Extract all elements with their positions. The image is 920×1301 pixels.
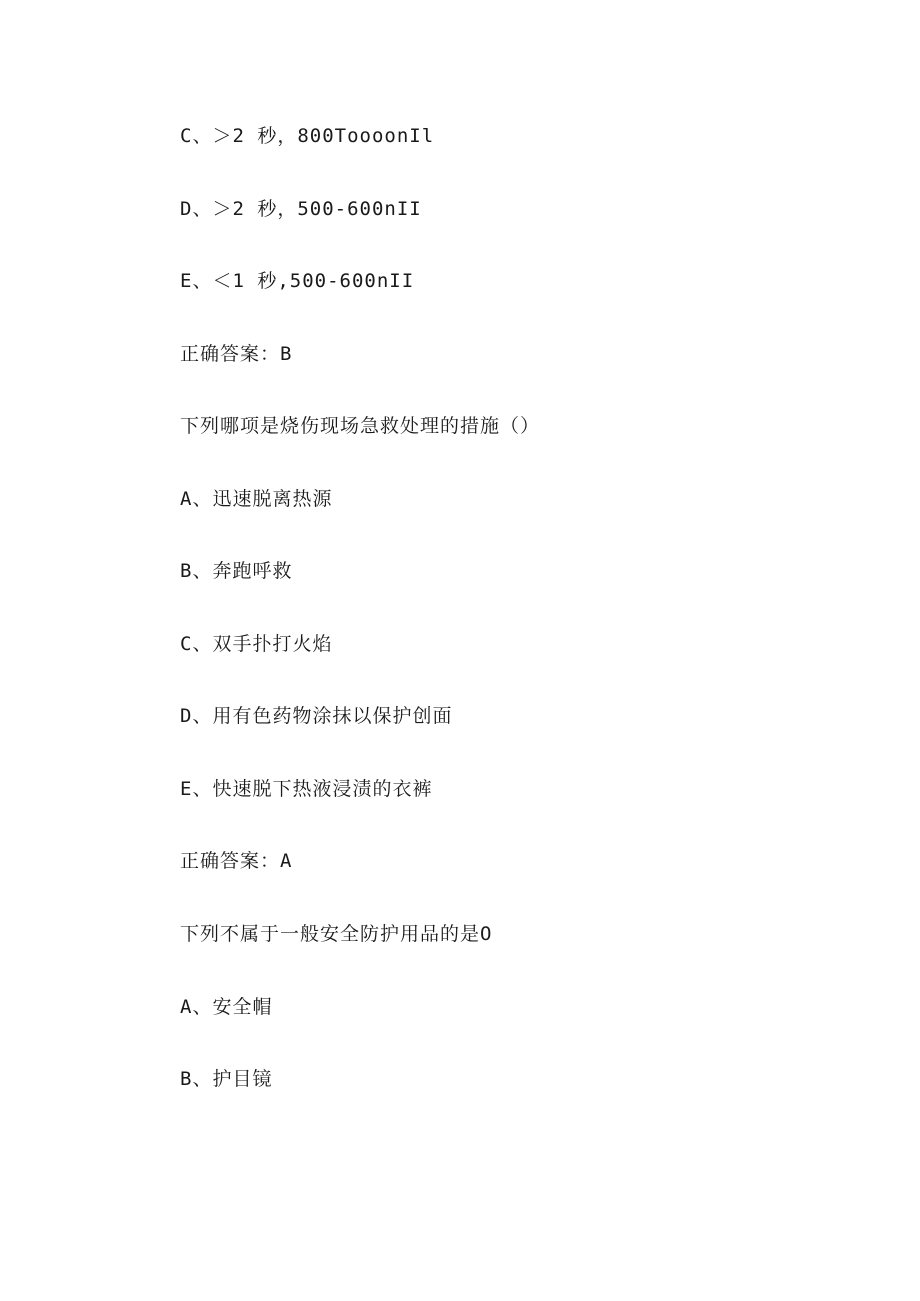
question-line: 下列不属于一般安全防护用品的是O bbox=[180, 923, 493, 945]
question-line: 下列哪项是烧伤现场急救处理的措施（） bbox=[180, 415, 541, 437]
answer-line: 正确答案：A bbox=[180, 850, 293, 872]
option-c-line: C、双手扑打火焰 bbox=[180, 633, 333, 655]
option-a-line: A、安全帽 bbox=[180, 996, 273, 1018]
option-e-line: E、＜1 秒,500-600nII bbox=[180, 270, 415, 292]
option-a-line: A、迅速脱离热源 bbox=[180, 488, 333, 510]
option-c-line: C、＞2 秒，800ToooonIl bbox=[180, 125, 435, 147]
option-d-line: D、＞2 秒，500-600nII bbox=[180, 198, 422, 220]
answer-line: 正确答案：B bbox=[180, 343, 293, 365]
option-d-line: D、用有色药物涂抹以保护创面 bbox=[180, 705, 453, 727]
option-e-line: E、快速脱下热液浸渍的衣裤 bbox=[180, 778, 433, 800]
option-b-line: B、奔跑呼救 bbox=[180, 560, 293, 582]
option-b-line: B、护目镜 bbox=[180, 1068, 273, 1090]
